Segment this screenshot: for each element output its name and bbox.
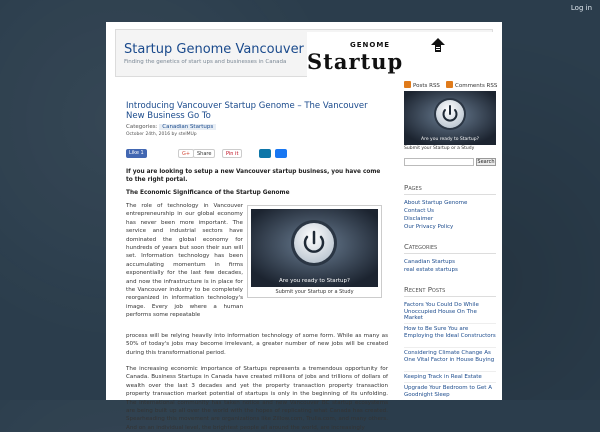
rss-icon bbox=[446, 81, 453, 88]
recent-posts-divider bbox=[404, 296, 496, 297]
facebook-share-icon[interactable] bbox=[275, 149, 287, 158]
linkedin-icon[interactable] bbox=[259, 149, 271, 158]
startup-figure[interactable] bbox=[247, 205, 382, 298]
startup-genome-logo[interactable] bbox=[307, 32, 494, 78]
startup-banner-image bbox=[251, 209, 378, 287]
power-icon bbox=[251, 209, 378, 287]
login-link[interactable]: Log in bbox=[570, 4, 592, 12]
figure-caption: Submit your Startup or a Study bbox=[275, 289, 354, 295]
page-link[interactable]: About Startup Genome bbox=[404, 200, 468, 206]
posts-rss-label: Posts RSS bbox=[413, 83, 440, 89]
social-share-bar bbox=[126, 149, 388, 161]
category-link[interactable]: real estate startups bbox=[404, 267, 458, 273]
rss-bar bbox=[402, 79, 498, 91]
post-categories bbox=[126, 124, 388, 130]
post-intro: If you are looking to setup a new Vancouver startup business, you have come to the right portal. bbox=[126, 169, 381, 183]
category-link[interactable]: Canadian Startups bbox=[404, 259, 455, 265]
category-link[interactable]: Canadian Startups bbox=[159, 124, 216, 130]
post-subheading: The Economic Significance of the Startup Genome bbox=[126, 190, 290, 196]
google-plus-button[interactable]: G+ bbox=[178, 149, 194, 158]
recent-posts-heading: Recent Posts bbox=[404, 286, 446, 294]
pages-heading: Pages bbox=[404, 184, 422, 192]
recent-post-link[interactable]: How to Be Sure You are Employing the Ideal Constructors bbox=[404, 326, 496, 339]
recent-post-link[interactable]: Upgrade Your Bedroom to Get A Goodnight Sleep bbox=[404, 385, 492, 398]
recent-post-link[interactable]: Factors You Could Do While Unoccupied House On The Market bbox=[404, 302, 479, 321]
recent-post-link[interactable]: Considering Climate Change As One Vital Factor in House Buying bbox=[404, 350, 495, 363]
post-title[interactable]: Introducing Vancouver Startup Genome – The Vancouver New Business Go To bbox=[126, 101, 368, 121]
recent-post-separator bbox=[404, 371, 496, 372]
post-paragraph-2: The increasing economic importance of Startups represents a tremendous opportunity for Canada. Business Startups in Canada have created millions of jobs and trillions of dollars of wealth over the last 3 decades and yet the property transaction property transaction property transaction market potential of startups is only in the beginning of its unfolding. The international community has taken notice and new Vancouver BC startup ecosystems are being built up all over the world with the hopes of replicating what Canada has created. Spearheading this movement are organizations like Zillow.com, Trulia.com, and many others. And on an individual level, the brightest people all around the world, are increasingly bbox=[126, 366, 388, 431]
sidebar-image-label: Are you ready to Startup? bbox=[421, 137, 479, 142]
page-container bbox=[106, 22, 502, 431]
search-button[interactable]: Search bbox=[477, 159, 495, 165]
recent-post-link[interactable]: Keeping Track in Real Estate bbox=[404, 374, 482, 380]
posts-rss-link[interactable] bbox=[404, 81, 440, 89]
upload-arrow-icon bbox=[431, 38, 445, 52]
facebook-like-button[interactable]: Like 1 bbox=[126, 149, 147, 158]
logo-genome-text: GENOME bbox=[350, 41, 391, 49]
categories-heading: Categories bbox=[404, 243, 438, 251]
search-input[interactable] bbox=[404, 158, 474, 166]
page-link[interactable]: Contact Us bbox=[404, 208, 435, 214]
logo-startup-text: Startup bbox=[307, 49, 404, 74]
share-button[interactable]: Share bbox=[193, 149, 215, 158]
site-tagline: Finding the genetics of start ups and businesses in Canada bbox=[124, 59, 287, 65]
post-article bbox=[126, 101, 388, 431]
pinterest-button[interactable]: Pin it bbox=[222, 149, 242, 158]
page-link[interactable]: Our Privacy Policy bbox=[404, 224, 454, 230]
post-date: October 24th, 2016 by stelMUp bbox=[126, 132, 197, 137]
page-link[interactable]: Disclaimer bbox=[404, 216, 434, 222]
post-paragraph-1: The role of technology in Vancouver entrepreneurship in our global economy has never been more important. The service and industrial sectors have dominated the global economy for hundreds of years but soon their sun will set. Information technology has been accumulating momentum in firms exponentially for the last few decades, and now the infrastructure is in place for the Vancouver industry to be completely reorganized in information technology's image. Every job where a human performs some repeatable bbox=[126, 203, 243, 319]
categories-label: Categories: bbox=[126, 124, 158, 130]
recent-post-separator bbox=[404, 382, 496, 383]
sidebar-startup-image[interactable] bbox=[404, 91, 496, 145]
recent-post-separator bbox=[404, 323, 496, 324]
power-icon bbox=[404, 91, 496, 145]
figure-image-label: Are you ready to Startup? bbox=[279, 278, 350, 284]
sidebar-image-caption: Submit your Startup or a Study bbox=[404, 146, 475, 151]
comments-rss-link[interactable] bbox=[446, 81, 497, 89]
recent-post-separator bbox=[404, 347, 496, 348]
categories-divider bbox=[404, 253, 496, 254]
site-title[interactable]: Startup Genome Vancouver bbox=[124, 42, 304, 57]
top-bar bbox=[0, 0, 600, 18]
sidebar bbox=[404, 91, 496, 398]
rss-icon bbox=[404, 81, 411, 88]
comments-rss-label: Comments RSS bbox=[455, 83, 498, 89]
post-paragraph-1-continued: process will be relying heavily into information technology of some form. While as many as 50% of today's jobs may become irrelevant, a greater number of new jobs will be created during this transformational period. bbox=[126, 333, 388, 356]
site-header bbox=[115, 29, 493, 77]
pages-divider bbox=[404, 194, 496, 195]
